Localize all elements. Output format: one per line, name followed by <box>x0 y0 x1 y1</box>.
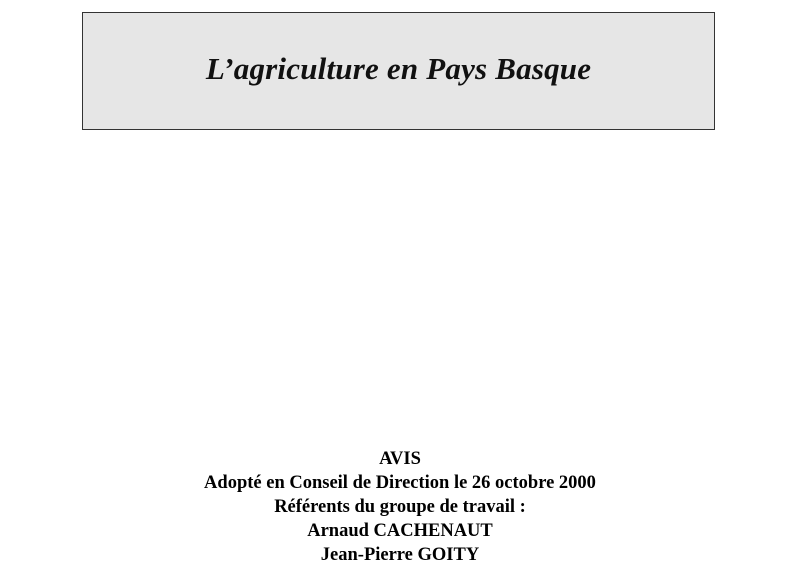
title-box <box>82 12 715 130</box>
avis-block <box>0 447 800 567</box>
avis-heading: AVIS <box>379 449 421 469</box>
referent-name: Arnaud CACHENAUT <box>307 521 493 541</box>
document-title: L’agriculture en Pays Basque <box>205 51 592 86</box>
referents-label: Référents du groupe de travail : <box>274 497 526 517</box>
referent-name: Jean-Pierre GOITY <box>320 545 480 565</box>
adoption-date-line: Adopté en Conseil de Direction le 26 octobre 2000 <box>204 473 596 493</box>
